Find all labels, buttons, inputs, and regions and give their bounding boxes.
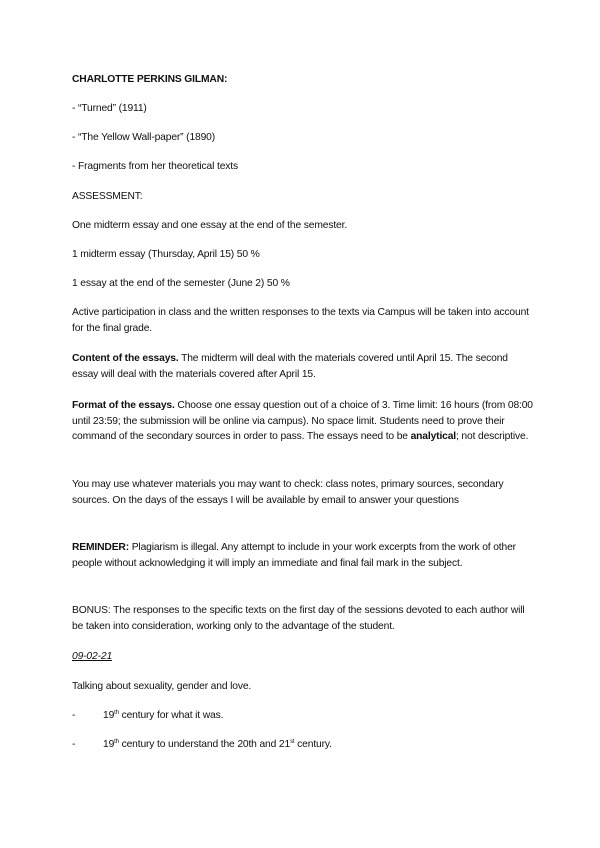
bullet-text-part: century to understand the 20th and 21 — [118, 739, 291, 750]
bonus-paragraph: BONUS: The responses to the specific texts on the first day of the sessions devoted to each author will be taken into consideration, working only to the advantage of the student. — [72, 605, 525, 632]
reminder-text: Plagiarism is illegal. Any attempt to include in your work excerpts from the work of other people without acknowledging it will imply an immediate and final fail mark in the subject. — [72, 542, 516, 569]
format-paragraph — [72, 398, 534, 445]
bullet-text — [103, 737, 332, 753]
session-topic: Talking about sexuality, gender and love. — [72, 681, 252, 692]
bullet-text — [103, 708, 223, 724]
final-essay-line: 1 essay at the end of the semester (June 2) 50 % — [72, 278, 290, 289]
bullet-dash: - — [72, 739, 76, 750]
bullet-dash: - — [72, 710, 76, 721]
format-text-end: ; not descriptive. — [456, 431, 529, 442]
materials-paragraph: You may use whatever materials you may want to check: class notes, primary sources, secondary sources. On the days of the essays I will be available by email to answer your questions — [72, 479, 504, 506]
participation-paragraph: Active participation in class and the written responses to the texts via Campus will be taken into account for the final grade. — [72, 307, 529, 334]
ordinal-suffix: th — [114, 710, 119, 716]
format-bold-word: analytical — [410, 431, 457, 442]
reminder-label: REMINDER: — [72, 542, 129, 553]
midterm-essay-line: 1 midterm essay (Thursday, April 15) 50 % — [72, 249, 260, 260]
reminder-paragraph — [72, 540, 534, 571]
work-item-fragments: - Fragments from her theoretical texts — [72, 161, 238, 172]
century-number: 19 — [103, 739, 115, 750]
bullet-text-part: century for what it was. — [118, 710, 224, 721]
content-label: Content of the essays. — [72, 353, 179, 364]
format-label: Format of the essays. — [72, 400, 175, 411]
ordinal-suffix: th — [114, 739, 119, 745]
work-item-turned: - “Turned” (1911) — [72, 103, 147, 114]
ordinal-suffix: st — [290, 739, 295, 745]
content-text: The midterm will deal with the materials covered until April 15. The second essay will deal with the materials covered after April 15. — [72, 353, 508, 380]
assessment-intro: One midterm essay and one essay at the end of the semester. — [72, 220, 348, 231]
content-paragraph — [72, 351, 534, 382]
author-heading: CHARLOTTE PERKINS GILMAN: — [72, 74, 228, 85]
bullet-text-part: century. — [294, 739, 332, 750]
format-text: Choose one essay question out of a choice of 3. Time limit: 16 hours (from 08:00 until 23:59; the submission will be online via campus). No space limit. Students need to prove their command of the secondary sources in order to pass. The essays need to be — [72, 400, 533, 442]
session-date: 09-02-21 — [72, 651, 113, 662]
work-item-yellow-wallpaper: - “The Yellow Wall-paper” (1890) — [72, 132, 216, 143]
assessment-heading: ASSESSMENT: — [72, 191, 143, 202]
century-number: 19 — [103, 710, 115, 721]
